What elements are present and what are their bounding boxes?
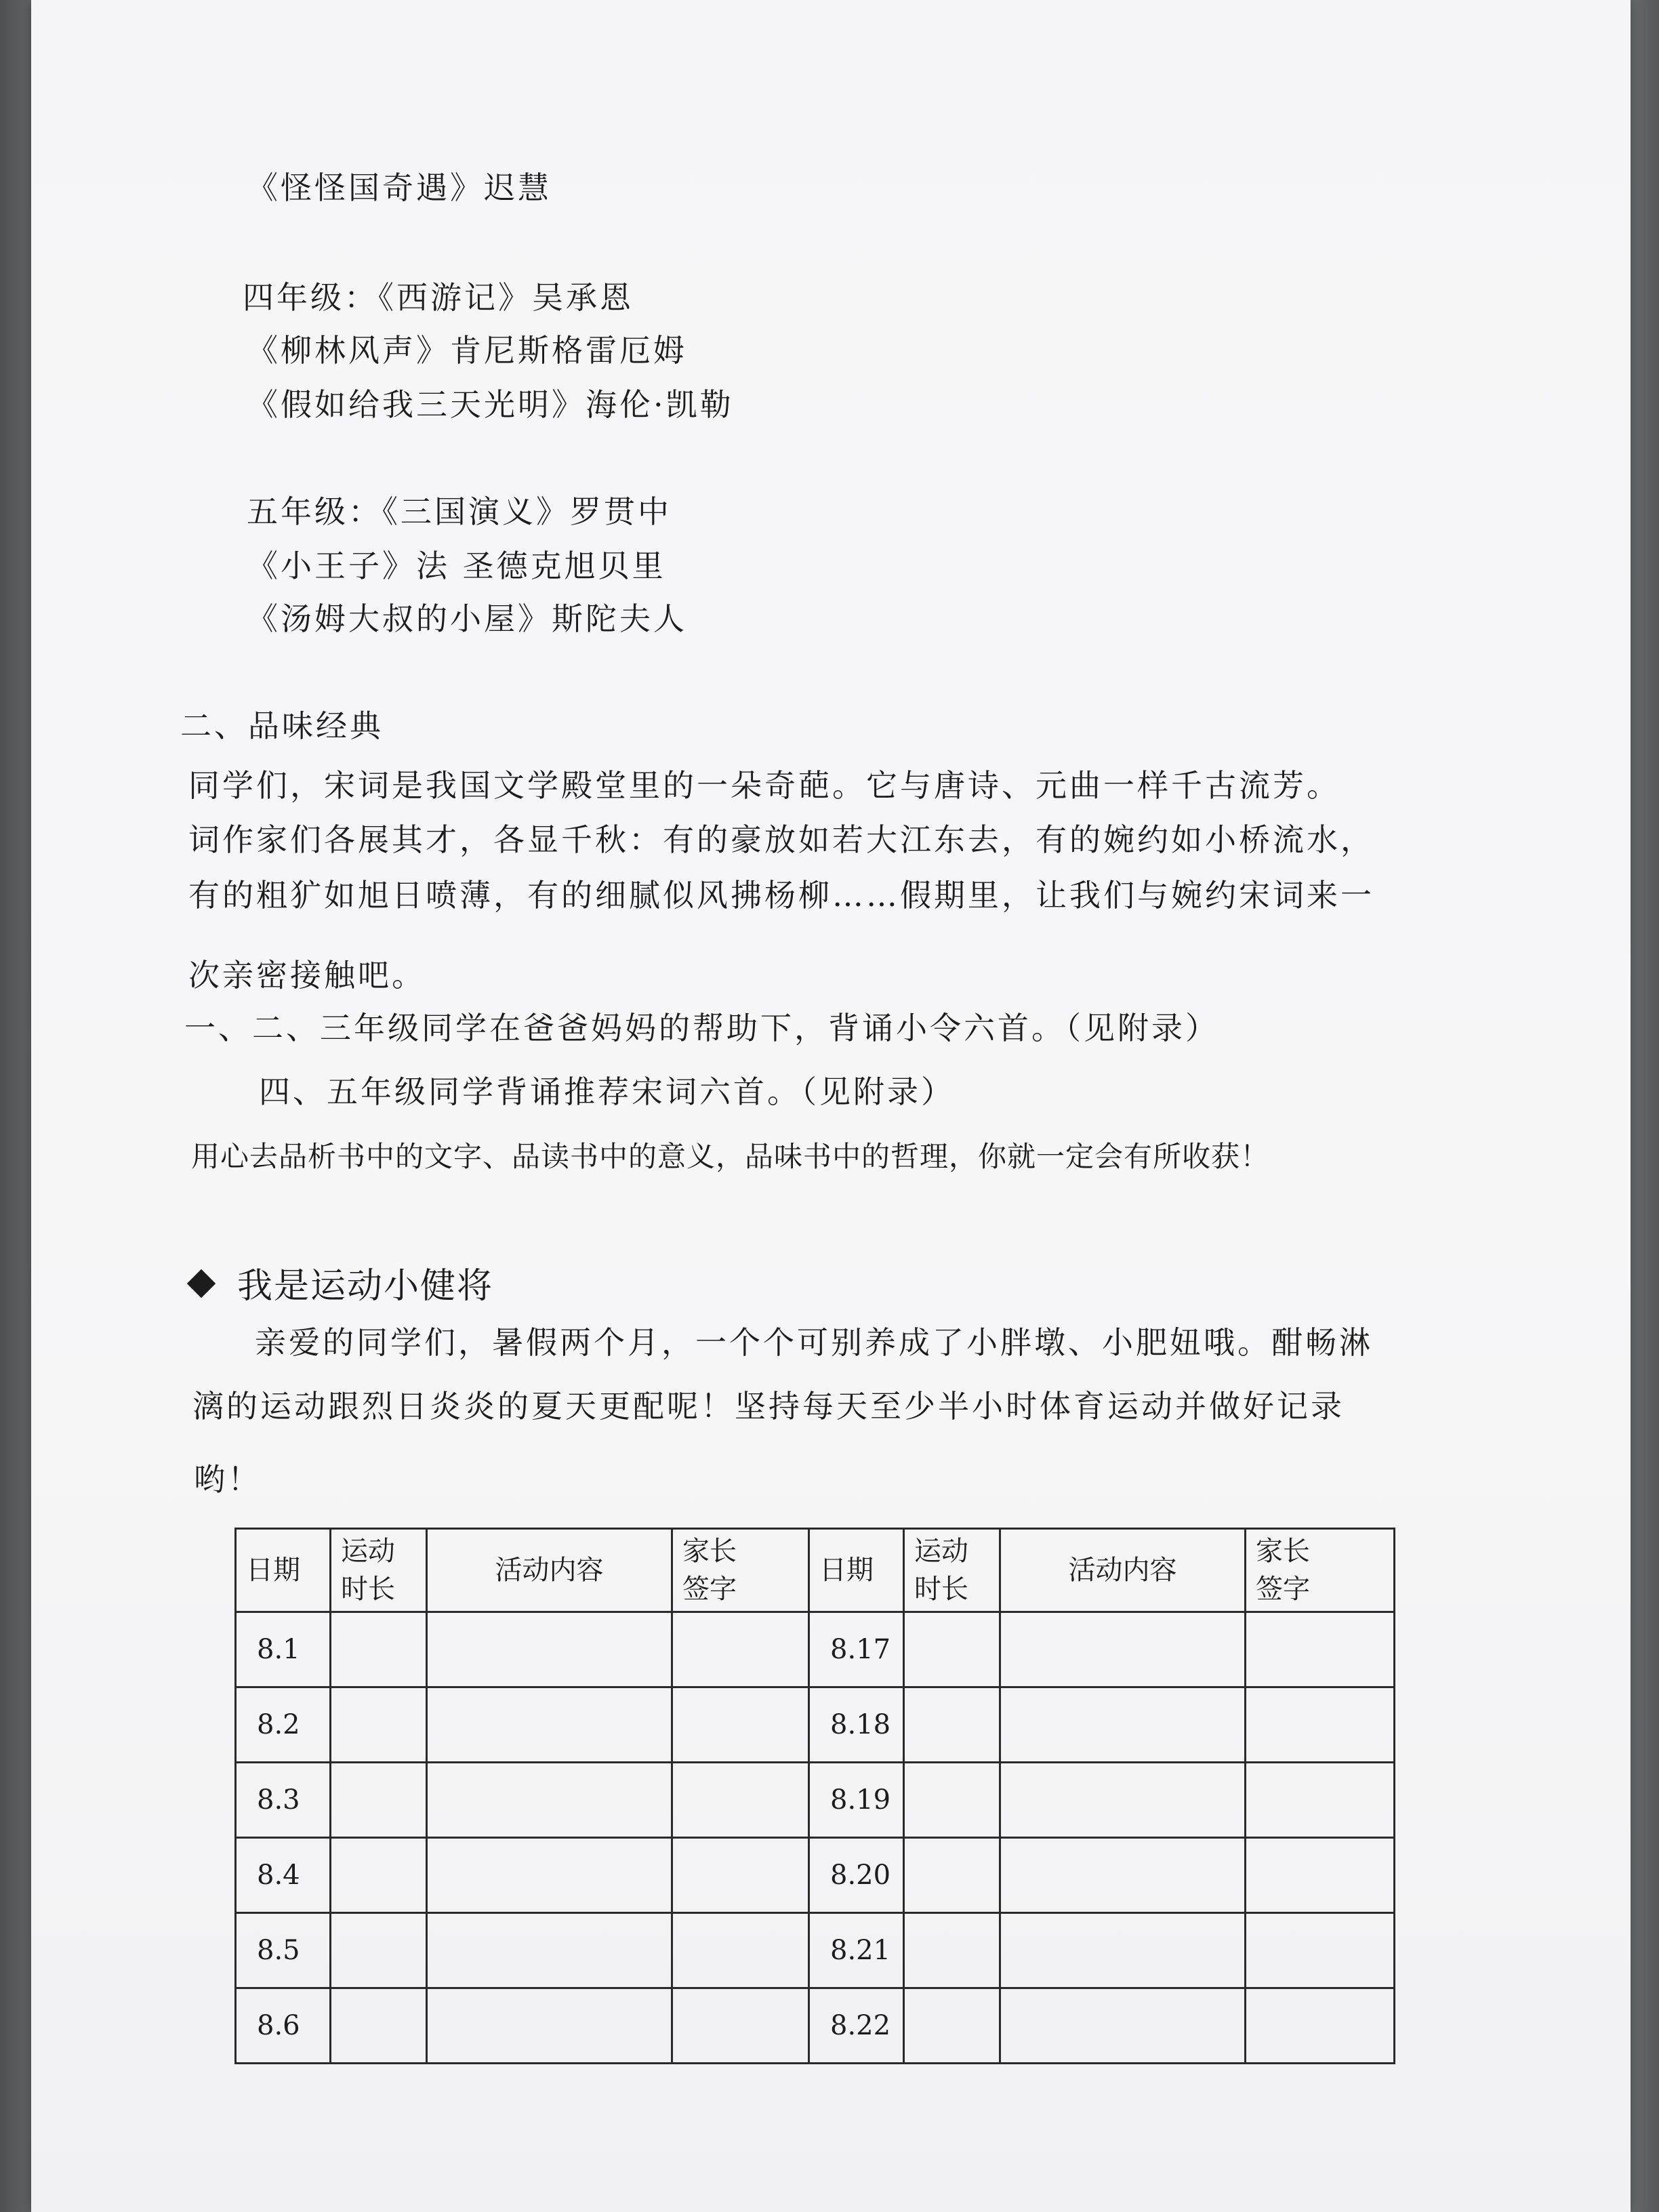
duration-cell	[331, 1913, 427, 1988]
header-content: 活动内容	[427, 1529, 672, 1612]
sign-cell	[1246, 1988, 1395, 2064]
sign-cell	[672, 1988, 809, 2064]
content-cell	[427, 1687, 672, 1763]
date-cell: 8.6	[236, 1988, 331, 2064]
table-row	[236, 1913, 1395, 1988]
section-heading-text: 我是运动小健将	[237, 1266, 494, 1307]
book-line: 《汤姆大叔的小屋》斯陀夫人	[247, 600, 687, 637]
book-line: 《怪怪国奇遇》迟慧	[247, 169, 552, 206]
paragraph-line: 哟！	[194, 1461, 262, 1498]
book-line: 《小王子》法 圣德克旭贝里	[247, 548, 666, 584]
content-cell	[1000, 1988, 1246, 2064]
duration-cell	[904, 1913, 1000, 1988]
content-cell	[427, 1612, 672, 1687]
paragraph-line: 亲爱的同学们，暑假两个月，一个个可别养成了小胖墩、小肥妞哦。酣畅淋	[255, 1324, 1373, 1361]
closing-line: 用心去品析书中的文字、品读书中的意义，品味书中的哲理，你就一定会有所收获！	[191, 1140, 1270, 1173]
content-cell	[427, 1763, 672, 1838]
section-heading: 二、品味经典	[180, 708, 384, 744]
date-cell: 8.5	[236, 1913, 331, 1988]
header-date: 日期	[236, 1529, 331, 1612]
duration-cell	[904, 1838, 1000, 1913]
date-cell: 8.17	[809, 1612, 904, 1687]
paragraph-line: 词作家们各展其才，各显千秋：有的豪放如若大江东去，有的婉约如小桥流水，	[188, 821, 1374, 858]
table-row	[236, 1988, 1395, 2064]
duration-cell	[904, 1612, 1000, 1687]
grade-four-line: 四年级：《西游记》吴承恩	[243, 279, 634, 316]
header-duration: 运动 时长	[331, 1529, 427, 1612]
sign-cell	[1246, 1612, 1395, 1687]
header-content: 活动内容	[1000, 1529, 1246, 1612]
date-cell: 8.1	[236, 1612, 331, 1687]
date-cell: 8.19	[809, 1763, 904, 1838]
table-row	[236, 1763, 1395, 1838]
header-duration: 运动 时长	[904, 1529, 1000, 1612]
table-row	[236, 1612, 1395, 1687]
paragraph-line: 有的粗犷如旭日喷薄，有的细腻似风拂杨柳……假期里，让我们与婉约宋词来一	[188, 877, 1374, 914]
table-row	[236, 1687, 1395, 1763]
paper-sheet	[31, 0, 1631, 2212]
exercise-record-table	[234, 1528, 1395, 2064]
paragraph-line: 漓的运动跟烈日炎炎的夏天更配呢！坚持每天至少半小时体育运动并做好记录	[192, 1388, 1345, 1425]
content-cell	[1000, 1913, 1246, 1988]
sign-cell	[1246, 1687, 1395, 1763]
content-cell	[427, 1913, 672, 1988]
content-cell	[1000, 1763, 1246, 1838]
date-cell: 8.20	[809, 1838, 904, 1913]
header-date: 日期	[809, 1529, 904, 1612]
table-row	[236, 1838, 1395, 1913]
sign-cell	[672, 1612, 809, 1687]
book-line: 《假如给我三天光明》海伦·凯勒	[247, 386, 734, 423]
date-cell: 8.2	[236, 1687, 331, 1763]
sign-cell	[672, 1763, 809, 1838]
section-heading	[191, 1266, 494, 1307]
table-header-row	[236, 1529, 1395, 1612]
diamond-bullet-icon	[187, 1269, 216, 1298]
date-cell: 8.18	[809, 1687, 904, 1763]
duration-cell	[904, 1763, 1000, 1838]
date-cell: 8.4	[236, 1838, 331, 1913]
sign-cell	[672, 1913, 809, 1988]
duration-cell	[331, 1988, 427, 2064]
duration-cell	[331, 1687, 427, 1763]
sign-cell	[1246, 1838, 1395, 1913]
duration-cell	[331, 1612, 427, 1687]
grade-five-line: 五年级：《三国演义》罗贯中	[247, 493, 672, 530]
book-line: 《柳林风声》肯尼斯格雷厄姆	[247, 332, 687, 369]
date-cell: 8.21	[809, 1913, 904, 1988]
content-cell	[427, 1838, 672, 1913]
duration-cell	[331, 1838, 427, 1913]
duration-cell	[904, 1687, 1000, 1763]
instruction-line: 一、二、三年级同学在爸爸妈妈的帮助下，背诵小令六首。（见附录）	[184, 1010, 1219, 1046]
header-parent-sign: 家长 签字	[1246, 1529, 1395, 1612]
paragraph-line: 同学们，宋词是我国文学殿堂里的一朵奇葩。它与唐诗、元曲一样千古流芳。	[188, 767, 1340, 804]
date-cell: 8.3	[236, 1763, 331, 1838]
sign-cell	[672, 1687, 809, 1763]
sign-cell	[1246, 1913, 1395, 1988]
content-cell	[427, 1988, 672, 2064]
duration-cell	[331, 1763, 427, 1838]
content-cell	[1000, 1687, 1246, 1763]
content-cell	[1000, 1612, 1246, 1687]
content-cell	[1000, 1838, 1246, 1913]
sign-cell	[672, 1838, 809, 1913]
instruction-line: 四、五年级同学背诵推荐宋词六首。（见附录）	[259, 1073, 955, 1110]
sign-cell	[1246, 1763, 1395, 1838]
duration-cell	[904, 1988, 1000, 2064]
date-cell: 8.22	[809, 1988, 904, 2064]
paragraph-line: 次亲密接触吧。	[188, 957, 426, 994]
header-parent-sign: 家长 签字	[672, 1529, 809, 1612]
